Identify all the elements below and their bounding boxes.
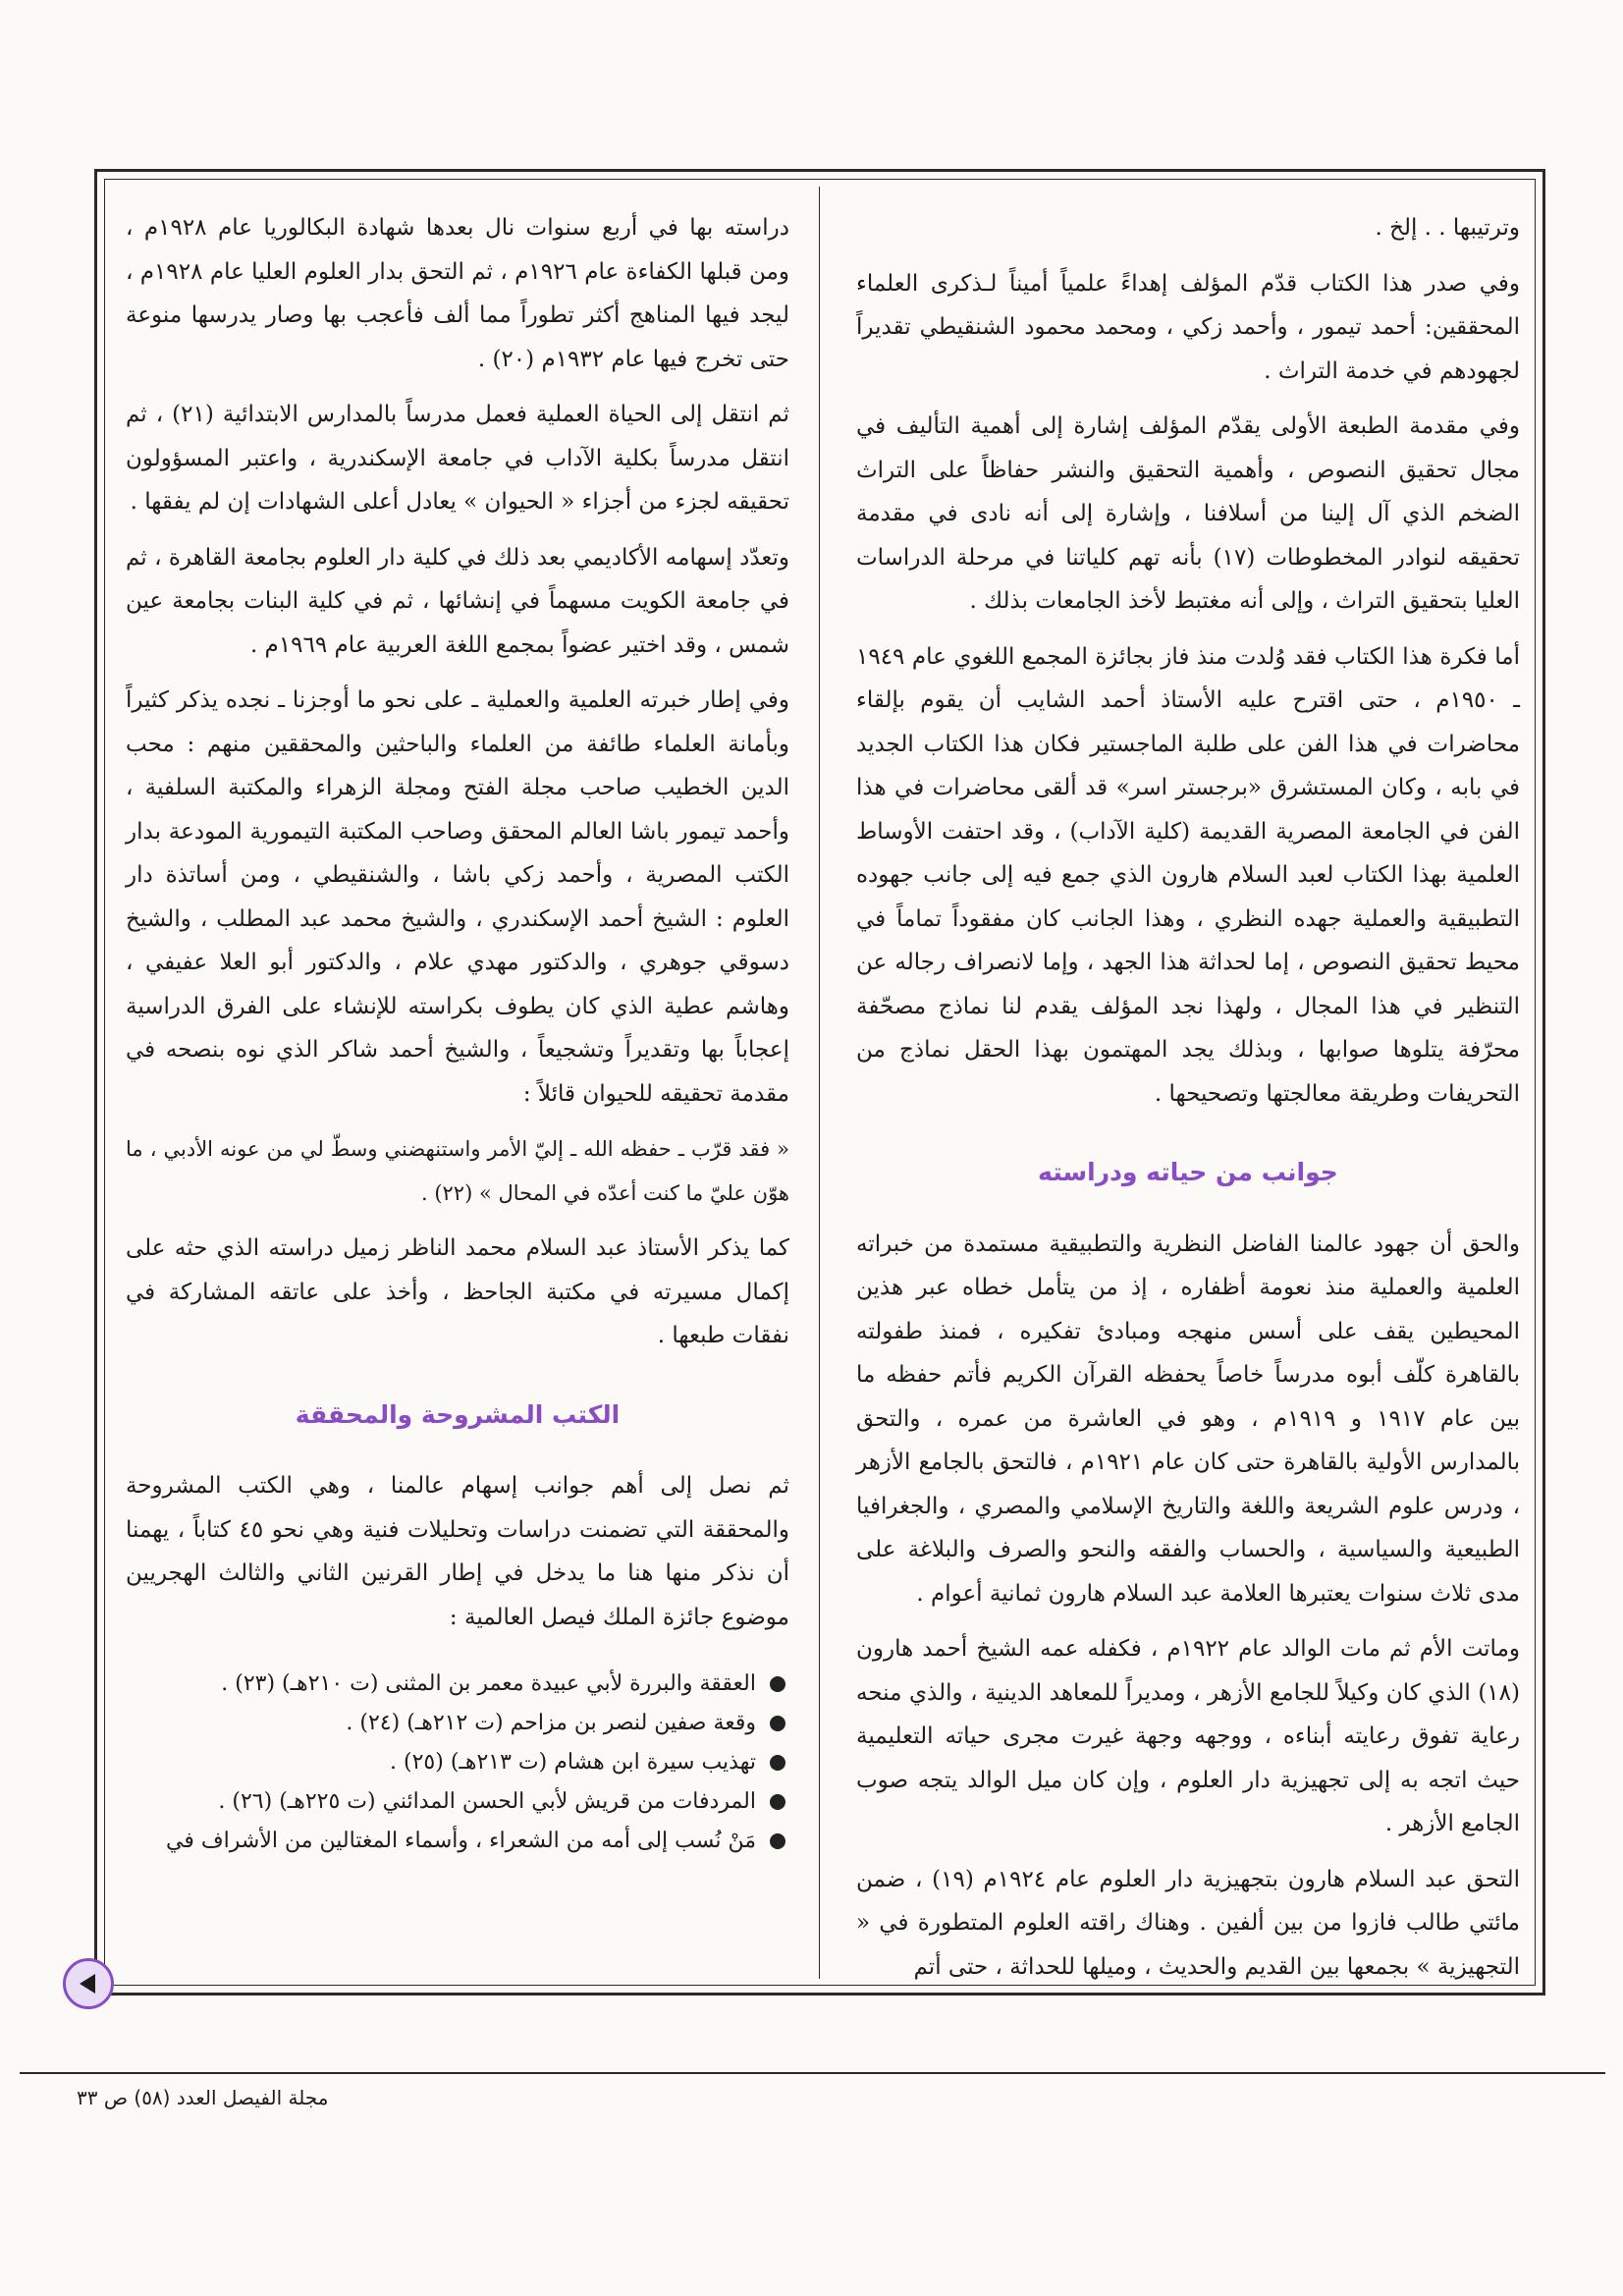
- list-item: تهذيب سيرة ابن هشام (ت ٢١٣هـ) (٢٥) .: [126, 1743, 789, 1782]
- paragraph: ثم نصل إلى أهم جوانب إسهام عالمنا ، وهي الكتب المشروحة والمحققة التي تضمنت دراسات وتحليلات فنية وهي نحو ٤٥ كتاباً ، يهمنا أن نذكر منها هنا ما يدخل في إطار القرنين الثاني والثالث الهجريين موضوع جائزة الملك فيصل العالمية :: [126, 1473, 789, 1630]
- left-column: [126, 206, 789, 1861]
- paragraph: وترتيبها . . إلخ .: [1375, 215, 1520, 241]
- list-item: العققة والبررة لأبي عبيدة معمر بن المثنى (ت ٢١٠هـ) (٢٣) .: [126, 1665, 789, 1704]
- paragraph: وماتت الأم ثم مات الوالد عام ١٩٢٢م ، فكفله عمه الشيخ أحمد هارون (١٨) الذي كان وكيلاً للجامع الأزهر ، ومديراً للمعاهد الدينية ، والذي منحه رعاية تفوق رعايته أبناءه ، ووجهه وجهة غيرت مجرى حياته التعليمية حيث اتجه به إلى تجهيزية دار العلوم ، وإن كان ميل الوالد يتجه صوب الجامع الأزهر .: [856, 1636, 1520, 1836]
- paragraph: والحق أن جهود عالمنا الفاضل النظرية والتطبيقية مستمدة من خبراته العلمية والعملية منذ نعومة أظفاره ، إذ من يتأمل خطاه عبر هذين المحيطين يقف على أسس منهجه ومبادئ تفكيره ، فمنذ طفولته بالقاهرة كلّف أبوه مدرساً خاصاً يحفظه القرآن الكريم فأتم حفظه ما بين عام ١٩١٧ و ١٩١٩م ، وهو في العاشرة من عمره ، والتحق بالمدارس الأولية بالقاهرة حتى كان عام ١٩٢١م ، فالتحق بالجامع الأزهر ، ودرس علوم الشريعة واللغة والتاريخ الإسلامي والمصري ، والجغرافيا الطبيعية والسياسية ، والحساب والفقه والنحو والصرف والبلاغة على مدى ثلاث سنوات يعتبرها العلامة عبد السلام هارون ثمانية أعوام .: [856, 1230, 1520, 1607]
- quotation: « فقد قرّب ـ حفظه الله ـ إليّ الأمر واستنهضني وسطّ لي من عونه الأدبي ، ما هوّن عليّ ما كنت أعدّه في المحال » (٢٢) .: [126, 1137, 789, 1205]
- list-item: المردفات من قريش لأبي الحسن المدائني (ت ٢٢٥هـ) (٢٦) .: [126, 1782, 789, 1822]
- paragraph: أما فكرة هذا الكتاب فقد وُلدت منذ فاز بجائزة المجمع اللغوي عام ١٩٤٩ ـ ١٩٥٠م ، حتى اقترح عليه الأستاذ أحمد الشايب أن يقوم بإلقاء محاضرات في هذا الفن على طلبة الماجستير فكان هذا الكتاب الجديد في بابه ، وكان المستشرق «برجستر اسر» قد ألقى محاضرات في هذا الفن في الجامعة المصرية القديمة (كلية الآداب) ، وقد احتفت الأوساط العلمية بهذا الكتاب لعبد السلام هارون الذي جمع فيه إلى جانب جهوده التطبيقية والعملية جهده النظري ، وهذا الجانب كان مفقوداً تماماً في محيط تحقيق النصوص ، إما لحداثة هذا الجهد ، وإما لانصراف رجاله عن التنظير في هذا المجال ، ولهذا نجد المؤلف يقدم لنا نماذج مصحّفة محرّفة يتلوها صوابها ، وبذلك يجد المهتمون بهذا الحقل نماذج من التحريفات وطريقة معالجتها وتصحيحها .: [856, 643, 1520, 1107]
- list-item: مَنْ نُسب إلى أمه من الشعراء ، وأسماء المغتالين من الأشراف في: [126, 1822, 789, 1861]
- page-footer: مجلة الفيصل العدد (٥٨) ص ٣٣: [77, 2086, 329, 2109]
- next-page-button[interactable]: [63, 1958, 114, 2009]
- books-list: [126, 1665, 789, 1861]
- paragraph: وفي إطار خبرته العلمية والعملية ـ على نحو ما أوجزنا ـ نجده يذكر كثيراً وبأمانة العلماء طائفة من العلماء والباحثين والمحققين منهم : محب الدين الخطيب صاحب مجلة الفتح ومجلة الزهراء والمكتبة السلفية ، وأحمد تيمور باشا العالم المحقق وصاحب المكتبة التيمورية المودعة بدار الكتب المصرية ، وأحمد زكي باشا ، والشنقيطي ، ومن أساتذة دار العلوم : الشيخ أحمد الإسكندري ، والشيخ محمد عبد المطلب ، والشيخ دسوقي جوهري ، والدكتور مهدي علام ، والدكتور أبو العلا عفيفي ، وهاشم عطية الذي كان يطوف بكراسته للإنشاء على الفرق الدراسية إعجاباً بها وتقديراً وتشجيعاً ، والشيخ أحمد شاكر الذي نوه بنصحه في مقدمة تحقيقه للحيوان قائلاً :: [126, 687, 789, 1107]
- paragraph: ثم انتقل إلى الحياة العملية فعمل مدرساً بالمدارس الابتدائية (٢١) ، ثم انتقل مدرساً بكلية الآداب في جامعة الإسكندرية ، واعتبر المسؤولون تحقيقه لجزء من أجزاء « الحيوان » يعادل أعلى الشهادات إن لم يفقها .: [126, 402, 789, 515]
- footer-rule: [20, 2072, 1605, 2074]
- paragraph: وفي مقدمة الطبعة الأولى يقدّم المؤلف إشارة إلى أهمية التأليف في مجال تحقيق النصوص ، وأهمية التحقيق والنشر حفاظاً على التراث الضخم الذي آل إلينا من أسلافنا ، وإشارة إلى أنه نادى في مقدمة تحقيقه لنوادر المخطوطات (١٧) بأنه تهم كلياتنا في مرحلة الدراسات العليا بتحقيق التراث ، وإلى أنه مغتبط لأخذ الجامعات بذلك .: [856, 413, 1521, 614]
- column-divider: [819, 187, 820, 1979]
- paragraph: دراسته بها في أربع سنوات نال بعدها شهادة البكالوريا عام ١٩٢٨م ، ومن قبلها الكفاءة عام ١٩٢٦م ، ثم التحق بدار العلوم العليا عام ١٩٢٨م ، ليجد فيها المناهج أكثر تطوراً مما ألف فأعجب بها وصار يدرسها منوعة حتى تخرج فيها عام ١٩٣٢م (٢٠) .: [126, 215, 789, 372]
- right-column: [856, 206, 1520, 2000]
- paragraph: التحق عبد السلام هارون بتجهيزية دار العلوم عام ١٩٢٤م (١٩) ، ضمن مائتي طالب فازوا من بين ألفين . وهناك راقته العلوم المتطورة في « التجهيزية » بجمعها بين القديم والحديث ، وميلها للحداثة ، حتى أتم: [856, 1866, 1520, 1980]
- paragraph: وفي صدر هذا الكتاب قدّم المؤلف إهداءً علمياً أميناً لـذكرى العلماء المحققين: أحمد تيمور ، وأحمد زكي ، ومحمد محمود الشنقيطي تقديراً لجهودهم في خدمة التراث .: [856, 270, 1520, 384]
- paragraph: كما يذكر الأستاذ عبد السلام محمد الناظر زميل دراسته الذي حثه على إكمال مسيرته في مكتبة الجاحظ ، وأخذ على عاتقه المشاركة في نفقات طبعها .: [126, 1235, 789, 1348]
- paragraph: وتعدّد إسهامه الأكاديمي بعد ذلك في كلية دار العلوم بجامعة القاهرة ، ثم في جامعة الكويت مسهماً في إنشائها ، ثم في كلية البنات بجامعة عين شمس ، وقد اختير عضواً بمجمع اللغة العربية عام ١٩٦٩م .: [126, 544, 789, 658]
- section-heading-books: الكتب المشروحة والمحققة: [295, 1399, 621, 1429]
- left-arrow-icon: [76, 1971, 101, 1996]
- list-item: وقعة صفين لنصر بن مزاحم (ت ٢١٢هـ) (٢٤) .: [126, 1704, 789, 1743]
- section-heading-life: جوانب من حياته ودراسته: [1038, 1158, 1338, 1186]
